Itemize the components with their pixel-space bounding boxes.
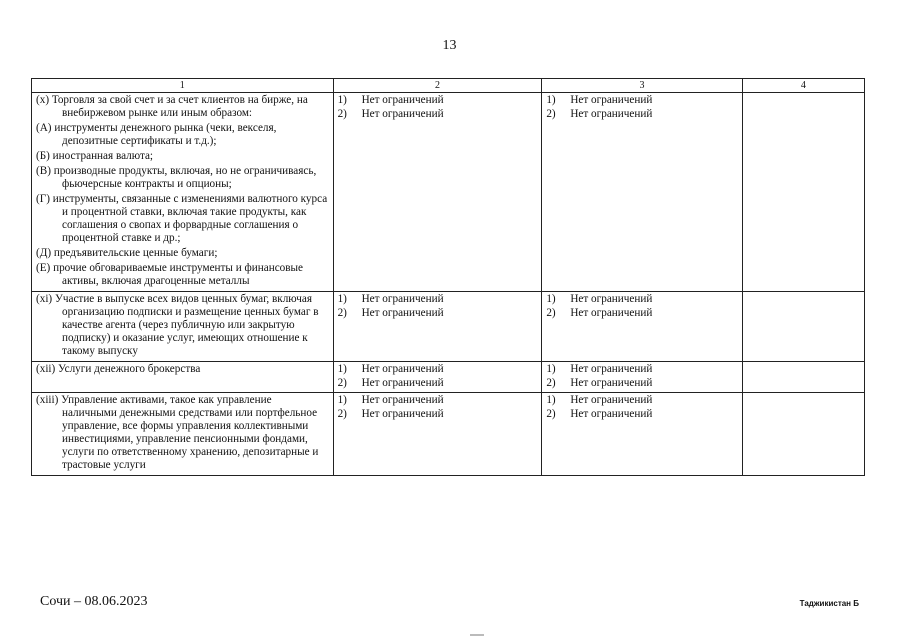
limitation-item: [338, 293, 538, 306]
item-text: Нет ограничений: [361, 394, 444, 406]
additional-commitments-cell: [742, 93, 864, 292]
item-text: Нет ограничений: [361, 108, 444, 120]
national-treatment-cell: [542, 93, 742, 292]
table-header-row: [32, 79, 865, 93]
sector-paragraph: (xiii) Управление активами, такое как управление наличными денежными средствами или портфельное управление, все формы управления коллективными инвестициями, управление пенсионными фондами, услуги по ответственному хранению, депозитарные и трастовые услуги: [36, 394, 319, 471]
item-text: Нет ограничений: [361, 94, 444, 106]
market-access-cell: [333, 93, 542, 292]
item-text: Нет ограничений: [570, 307, 653, 319]
item-number: 2): [546, 108, 556, 120]
national-treatment-cell: [542, 362, 742, 393]
limitation-item: [338, 363, 538, 376]
limitation-item: [338, 108, 538, 121]
limitation-item: [338, 377, 538, 390]
limitation-item: [546, 363, 737, 376]
limitation-item: [546, 94, 737, 107]
additional-commitments-cell: [742, 393, 864, 476]
table-row: [32, 93, 865, 292]
sector-description-cell: [32, 362, 334, 393]
item-text: Нет ограничений: [570, 108, 653, 120]
limitation-item: [546, 293, 737, 306]
column-header-1: 1: [32, 79, 334, 93]
item-number: 1): [546, 394, 556, 406]
item-number: 1): [546, 363, 556, 375]
table-row: [32, 292, 865, 362]
national-treatment-cell: [542, 292, 742, 362]
limitation-item: [338, 408, 538, 421]
limitation-item: [338, 394, 538, 407]
sector-paragraph: (xi) Участие в выпуске всех видов ценных бумаг, включая организацию подписки и размещение ценных бумаг в качестве агента (через публичную или закрытую подписку) и оказание услуг, имеющих отношение к такому выпуску: [36, 293, 319, 357]
item-number: 2): [546, 408, 556, 420]
scan-mark: [470, 634, 484, 636]
limitation-item: [338, 94, 538, 107]
national-treatment-cell: [542, 393, 742, 476]
limitation-item: [546, 108, 737, 121]
sector-description-cell: [32, 292, 334, 362]
sector-description-cell: [32, 93, 334, 292]
item-number: 2): [546, 377, 556, 389]
sector-description-cell: [32, 393, 334, 476]
limitation-item: [546, 377, 737, 390]
item-number: 2): [337, 307, 347, 319]
item-number: 2): [337, 408, 347, 420]
item-number: 1): [337, 363, 347, 375]
column-header-2: 2: [333, 79, 542, 93]
sector-paragraph: (Б) иностранная валюта;: [36, 150, 154, 162]
additional-commitments-cell: [742, 292, 864, 362]
item-text: Нет ограничений: [570, 363, 653, 375]
footer-place-date: Сочи – 08.06.2023: [40, 594, 148, 609]
table-row: [32, 393, 865, 476]
limitation-item: [546, 408, 737, 421]
item-text: Нет ограничений: [361, 363, 444, 375]
item-number: 1): [337, 293, 347, 305]
item-number: 1): [337, 394, 347, 406]
item-text: Нет ограничений: [570, 408, 653, 420]
market-access-cell: [333, 292, 542, 362]
item-text: Нет ограничений: [361, 377, 444, 389]
item-number: 2): [546, 307, 556, 319]
sector-paragraph: (Г) инструменты, связанные с изменениями валютного курса и процентной ставки, включая такие продукты, как соглашения о свопах и форвардные соглашения о процентной ставке и др.;: [36, 193, 328, 244]
item-number: 2): [337, 377, 347, 389]
limitation-item: [546, 307, 737, 320]
column-header-4: 4: [742, 79, 864, 93]
market-access-cell: [333, 362, 542, 393]
item-text: Нет ограничений: [570, 293, 653, 305]
limitation-item: [338, 307, 538, 320]
item-number: 1): [337, 94, 347, 106]
item-text: Нет ограничений: [570, 394, 653, 406]
item-number: 2): [337, 108, 347, 120]
item-number: 1): [546, 293, 556, 305]
table-row: [32, 362, 865, 393]
item-text: Нет ограничений: [570, 377, 653, 389]
item-text: Нет ограничений: [361, 408, 444, 420]
sector-paragraph: (А) инструменты денежного рынка (чеки, векселя, депозитные сертификаты и т.д.);: [36, 122, 277, 147]
item-text: Нет ограничений: [361, 293, 444, 305]
sector-paragraph: (x) Торговля за свой счет и за счет клиентов на бирже, на внебиржевом рынке или иным образом:: [36, 94, 308, 119]
commitments-table: [31, 78, 865, 476]
item-number: 1): [546, 94, 556, 106]
page-number: 13: [442, 38, 457, 53]
market-access-cell: [333, 393, 542, 476]
additional-commitments-cell: [742, 362, 864, 393]
sector-paragraph: (xii) Услуги денежного брокерства: [36, 363, 201, 375]
column-header-3: 3: [542, 79, 742, 93]
limitation-item: [546, 394, 737, 407]
item-text: Нет ограничений: [570, 94, 653, 106]
sector-paragraph: (В) производные продукты, включая, но не ограничиваясь, фьючерсные контракты и опционы;: [36, 165, 317, 190]
item-text: Нет ограничений: [361, 307, 444, 319]
sector-paragraph: (Е) прочие обговариваемые инструменты и финансовые активы, включая драгоценные металлы: [36, 262, 304, 287]
footer-country-code: Таджикистан Б: [799, 599, 859, 608]
sector-paragraph: (Д) предъявительские ценные бумаги;: [36, 247, 218, 259]
